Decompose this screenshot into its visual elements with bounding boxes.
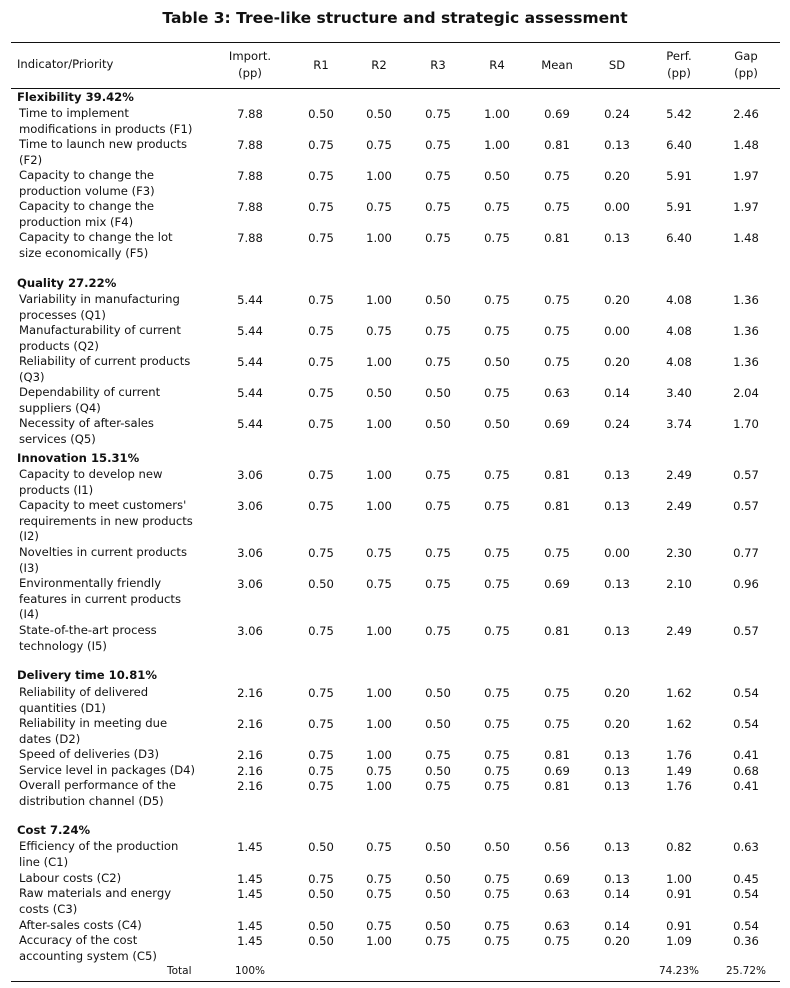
indicator-label: (F2) (19, 152, 43, 167)
value-cell-sd: 0.13 (604, 840, 630, 854)
value-cell-gap: 0.54 (733, 717, 759, 731)
indicator-label: production volume (F3) (19, 183, 155, 198)
indicator-label: (Q3) (19, 369, 45, 384)
value-cell-r3: 0.75 (425, 624, 451, 638)
value-cell-r4: 0.75 (484, 577, 510, 591)
value-cell-r1: 0.75 (308, 200, 334, 214)
value-cell-r2: 0.75 (366, 200, 392, 214)
value-cell-r1: 0.75 (308, 624, 334, 638)
value-cell-r3: 0.75 (425, 499, 451, 513)
value-cell-r3: 0.75 (425, 748, 451, 762)
value-cell-perf: 0.91 (666, 919, 692, 933)
indicator-label: Novelties in current products (19, 545, 188, 559)
header-import-line: (pp) (238, 66, 262, 80)
value-cell-mean: 0.56 (544, 840, 570, 854)
value-cell-gap: 1.97 (733, 200, 759, 214)
value-cell-import: 2.16 (237, 779, 263, 793)
value-cell-r4: 0.75 (484, 324, 510, 338)
value-cell-r3: 0.75 (425, 324, 451, 338)
header-mean-line: Mean (541, 58, 573, 72)
value-cell-import: 7.88 (237, 169, 263, 183)
value-cell-r1: 0.75 (308, 324, 334, 338)
value-cell-import: 5.44 (237, 386, 263, 400)
value-cell-perf: 3.40 (666, 386, 692, 400)
value-cell-r1: 0.75 (308, 717, 334, 731)
value-cell-mean: 0.75 (544, 686, 570, 700)
value-cell-perf: 2.49 (666, 624, 692, 638)
value-cell-sd: 0.14 (604, 386, 630, 400)
value-cell-mean: 0.75 (544, 293, 570, 307)
value-cell-mean: 0.81 (544, 231, 570, 245)
value-cell-r4: 0.75 (484, 764, 510, 778)
total-import: 100% (234, 965, 266, 977)
value-cell-perf: 2.49 (666, 468, 692, 482)
indicator-label: Accuracy of the cost (19, 933, 138, 947)
value-cell-r4: 0.50 (484, 355, 510, 369)
indicator-label: size economically (F5) (19, 245, 149, 260)
value-cell-mean: 0.81 (544, 779, 570, 793)
value-cell-sd: 0.13 (604, 748, 630, 762)
group-heading: Quality 27.22% (17, 276, 117, 290)
value-cell-import: 3.06 (237, 468, 263, 482)
value-cell-r1: 0.75 (308, 779, 334, 793)
header-import (210, 48, 290, 82)
value-cell-mean: 0.75 (544, 717, 570, 731)
header-r3-line: R3 (430, 58, 446, 72)
value-cell-sd: 0.20 (604, 169, 630, 183)
value-cell-sd: 0.14 (604, 887, 630, 901)
value-cell-gap: 1.48 (733, 138, 759, 152)
value-cell-r2: 1.00 (366, 686, 392, 700)
indicator-label: Capacity to change the (19, 168, 155, 182)
value-cell-gap: 0.36 (733, 934, 759, 948)
value-cell-mean: 0.63 (544, 386, 570, 400)
value-cell-gap: 1.48 (733, 231, 759, 245)
value-cell-perf: 1.09 (666, 934, 692, 948)
value-cell-perf: 5.42 (666, 107, 692, 121)
header-gap-line: Gap (734, 49, 758, 63)
value-cell-perf: 1.00 (666, 872, 692, 886)
indicator-label: Efficiency of the production (19, 839, 179, 853)
value-cell-sd: 0.00 (604, 324, 630, 338)
indicator-label: modifications in products (F1) (19, 121, 193, 136)
indicator-label: Time to launch new products (19, 137, 188, 151)
value-cell-r2: 0.50 (366, 107, 392, 121)
indicator-label: suppliers (Q4) (19, 400, 101, 415)
value-cell-r3: 0.75 (425, 355, 451, 369)
value-cell-r4: 0.50 (484, 417, 510, 431)
value-cell-r2: 1.00 (366, 355, 392, 369)
value-cell-mean: 0.75 (544, 934, 570, 948)
value-cell-r4: 0.75 (484, 779, 510, 793)
value-cell-perf: 4.08 (666, 355, 692, 369)
value-cell-r4: 0.75 (484, 872, 510, 886)
value-cell-gap: 0.54 (733, 919, 759, 933)
value-cell-r2: 1.00 (366, 231, 392, 245)
value-cell-r1: 0.75 (308, 231, 334, 245)
value-cell-r3: 0.75 (425, 934, 451, 948)
value-cell-r3: 0.50 (425, 840, 451, 854)
value-cell-gap: 1.36 (733, 293, 759, 307)
value-cell-r4: 0.75 (484, 386, 510, 400)
value-cell-r3: 0.50 (425, 686, 451, 700)
indicator-label: requirements in new products (19, 513, 193, 528)
indicator-label: State-of-the-art process (19, 623, 157, 637)
total-label: Total (167, 965, 192, 977)
indicator-label: dates (D2) (19, 731, 81, 746)
value-cell-r1: 0.75 (308, 355, 334, 369)
value-cell-import: 2.16 (237, 764, 263, 778)
value-cell-r1: 0.75 (308, 468, 334, 482)
value-cell-mean: 0.81 (544, 138, 570, 152)
total-perf: 74.23% (658, 965, 700, 977)
indicator-label: Dependability of current (19, 385, 161, 399)
value-cell-r2: 1.00 (366, 934, 392, 948)
value-cell-sd: 0.24 (604, 107, 630, 121)
value-cell-gap: 0.96 (733, 577, 759, 591)
value-cell-mean: 0.81 (544, 624, 570, 638)
value-cell-mean: 0.75 (544, 200, 570, 214)
value-cell-perf: 0.82 (666, 840, 692, 854)
value-cell-r2: 1.00 (366, 748, 392, 762)
value-cell-gap: 0.57 (733, 499, 759, 513)
indicator-label: costs (C3) (19, 901, 78, 916)
total-gap: 25.72% (725, 965, 767, 977)
value-cell-import: 3.06 (237, 577, 263, 591)
value-cell-r2: 0.75 (366, 919, 392, 933)
table-title: Table 3: Tree-like structure and strategic assessment (162, 9, 628, 27)
value-cell-r1: 0.75 (308, 686, 334, 700)
value-cell-r4: 0.75 (484, 887, 510, 901)
value-cell-mean: 0.63 (544, 887, 570, 901)
value-cell-r1: 0.50 (308, 887, 334, 901)
value-cell-import: 5.44 (237, 355, 263, 369)
value-cell-mean: 0.81 (544, 468, 570, 482)
value-cell-r1: 0.75 (308, 293, 334, 307)
group-heading: Flexibility 39.42% (17, 90, 134, 104)
value-cell-r4: 1.00 (484, 107, 510, 121)
value-cell-perf: 4.08 (666, 324, 692, 338)
indicator-label: Time to implement (19, 106, 129, 120)
header-perf-line: (pp) (667, 66, 691, 80)
indicator-label: products (Q2) (19, 338, 99, 353)
value-cell-r4: 0.75 (484, 717, 510, 731)
value-cell-gap: 2.04 (733, 386, 759, 400)
value-cell-r4: 0.50 (484, 840, 510, 854)
value-cell-r4: 0.75 (484, 499, 510, 513)
value-cell-r3: 0.50 (425, 764, 451, 778)
value-cell-r4: 0.75 (484, 231, 510, 245)
group-heading: Cost 7.24% (17, 823, 91, 837)
value-cell-r1: 0.75 (308, 499, 334, 513)
value-cell-import: 7.88 (237, 138, 263, 152)
indicator-label: technology (I5) (19, 638, 107, 653)
value-cell-sd: 0.24 (604, 417, 630, 431)
value-cell-import: 2.16 (237, 686, 263, 700)
value-cell-import: 5.44 (237, 417, 263, 431)
value-cell-import: 5.44 (237, 293, 263, 307)
value-cell-sd: 0.20 (604, 717, 630, 731)
value-cell-mean: 0.75 (544, 546, 570, 560)
indicator-label: After-sales costs (C4) (19, 918, 142, 932)
header-r4-line: R4 (489, 58, 505, 72)
indicator-label: Speed of deliveries (D3) (19, 747, 160, 761)
group-heading: Innovation 15.31% (17, 451, 140, 465)
value-cell-r2: 0.75 (366, 546, 392, 560)
value-cell-r3: 0.50 (425, 872, 451, 886)
value-cell-r3: 0.50 (425, 887, 451, 901)
value-cell-r3: 0.75 (425, 200, 451, 214)
value-cell-r2: 1.00 (366, 717, 392, 731)
value-cell-gap: 0.63 (733, 840, 759, 854)
value-cell-r2: 0.75 (366, 840, 392, 854)
value-cell-import: 1.45 (237, 934, 263, 948)
header-indicator: Indicator/Priority (17, 57, 114, 71)
value-cell-import: 1.45 (237, 919, 263, 933)
indicator-label: distribution channel (D5) (19, 793, 164, 808)
value-cell-gap: 0.57 (733, 624, 759, 638)
value-cell-perf: 2.10 (666, 577, 692, 591)
value-cell-sd: 0.20 (604, 293, 630, 307)
value-cell-r2: 1.00 (366, 293, 392, 307)
value-cell-sd: 0.13 (604, 138, 630, 152)
value-cell-gap: 0.41 (733, 779, 759, 793)
value-cell-r1: 0.75 (308, 764, 334, 778)
value-cell-r3: 0.75 (425, 231, 451, 245)
value-cell-sd: 0.00 (604, 200, 630, 214)
indicator-label: line (C1) (19, 854, 69, 869)
indicator-label: (I4) (19, 607, 39, 621)
indicator-label: Necessity of after-sales (19, 416, 154, 430)
header-r1-line: R1 (313, 58, 329, 72)
value-cell-mean: 0.69 (544, 764, 570, 778)
value-cell-sd: 0.13 (604, 468, 630, 482)
value-cell-r4: 0.75 (484, 546, 510, 560)
value-cell-r3: 0.75 (425, 779, 451, 793)
value-cell-perf: 2.49 (666, 499, 692, 513)
header-perf-line: Perf. (666, 49, 692, 63)
value-cell-r4: 0.75 (484, 293, 510, 307)
value-cell-r1: 0.50 (308, 919, 334, 933)
header-import-line: Import. (228, 49, 272, 63)
value-cell-r4: 1.00 (484, 138, 510, 152)
value-cell-mean: 0.75 (544, 169, 570, 183)
value-cell-sd: 0.13 (604, 499, 630, 513)
value-cell-gap: 1.36 (733, 324, 759, 338)
indicator-label: Reliability of delivered (19, 685, 149, 699)
value-cell-sd: 0.20 (604, 934, 630, 948)
value-cell-r4: 0.75 (484, 686, 510, 700)
value-cell-r3: 0.50 (425, 417, 451, 431)
value-cell-r1: 0.75 (308, 386, 334, 400)
value-cell-sd: 0.13 (604, 764, 630, 778)
value-cell-r3: 0.75 (425, 468, 451, 482)
value-cell-r2: 0.75 (366, 764, 392, 778)
indicator-label: quantities (D1) (19, 700, 106, 715)
value-cell-r2: 0.75 (366, 887, 392, 901)
value-cell-perf: 2.30 (666, 546, 692, 560)
indicator-label: processes (Q1) (19, 307, 106, 322)
value-cell-r1: 0.75 (308, 748, 334, 762)
value-cell-import: 5.44 (237, 324, 263, 338)
indicator-label: Capacity to change the lot (19, 230, 173, 244)
value-cell-perf: 6.40 (666, 138, 692, 152)
value-cell-perf: 1.62 (666, 686, 692, 700)
value-cell-sd: 0.20 (604, 686, 630, 700)
value-cell-r4: 0.75 (484, 200, 510, 214)
value-cell-r3: 0.50 (425, 293, 451, 307)
value-cell-r1: 0.50 (308, 577, 334, 591)
value-cell-import: 3.06 (237, 499, 263, 513)
value-cell-r4: 0.75 (484, 919, 510, 933)
value-cell-sd: 0.13 (604, 577, 630, 591)
value-cell-r1: 0.75 (308, 169, 334, 183)
value-cell-r3: 0.50 (425, 717, 451, 731)
value-cell-r4: 0.75 (484, 748, 510, 762)
value-cell-gap: 1.70 (733, 417, 759, 431)
value-cell-import: 3.06 (237, 546, 263, 560)
indicator-label: production mix (F4) (19, 214, 134, 229)
value-cell-perf: 3.74 (666, 417, 692, 431)
value-cell-r3: 0.75 (425, 577, 451, 591)
indicator-label: Reliability in meeting due (19, 716, 168, 730)
header-gap-line: (pp) (734, 66, 758, 80)
value-cell-import: 1.45 (237, 872, 263, 886)
indicator-label: (I3) (19, 560, 39, 575)
value-cell-r2: 1.00 (366, 624, 392, 638)
value-cell-import: 7.88 (237, 107, 263, 121)
value-cell-gap: 0.54 (733, 887, 759, 901)
group-heading: Delivery time 10.81% (17, 668, 157, 682)
value-cell-mean: 0.81 (544, 499, 570, 513)
value-cell-gap: 0.54 (733, 686, 759, 700)
value-cell-r4: 0.75 (484, 934, 510, 948)
value-cell-import: 1.45 (237, 887, 263, 901)
indicator-label: Capacity to change the (19, 199, 155, 213)
value-cell-r2: 1.00 (366, 468, 392, 482)
value-cell-perf: 1.76 (666, 748, 692, 762)
value-cell-import: 1.45 (237, 840, 263, 854)
value-cell-perf: 5.91 (666, 169, 692, 183)
indicator-label: accounting system (C5) (19, 948, 157, 963)
value-cell-mean: 0.69 (544, 107, 570, 121)
value-cell-mean: 0.69 (544, 872, 570, 886)
indicator-label: Service level in packages (D4) (19, 763, 196, 777)
value-cell-r3: 0.50 (425, 919, 451, 933)
value-cell-perf: 1.49 (666, 764, 692, 778)
value-cell-mean: 0.69 (544, 417, 570, 431)
value-cell-mean: 0.81 (544, 748, 570, 762)
indicator-label: Overall performance of the (19, 778, 176, 792)
value-cell-r2: 1.00 (366, 169, 392, 183)
value-cell-r4: 0.75 (484, 468, 510, 482)
indicator-label: Environmentally friendly (19, 576, 162, 590)
value-cell-r1: 0.75 (308, 872, 334, 886)
value-cell-r2: 1.00 (366, 417, 392, 431)
indicator-label: Variability in manufacturing (19, 292, 180, 306)
header-r2-line: R2 (371, 58, 387, 72)
indicator-label: Capacity to develop new (19, 467, 163, 481)
value-cell-r2: 0.75 (366, 138, 392, 152)
indicator-label: Manufacturability of current (19, 323, 181, 337)
value-cell-import: 2.16 (237, 748, 263, 762)
value-cell-r2: 0.75 (366, 872, 392, 886)
value-cell-gap: 0.41 (733, 748, 759, 762)
value-cell-sd: 0.13 (604, 872, 630, 886)
value-cell-r3: 0.75 (425, 169, 451, 183)
value-cell-gap: 1.97 (733, 169, 759, 183)
value-cell-r1: 0.50 (308, 840, 334, 854)
indicator-label: products (I1) (19, 482, 94, 497)
value-cell-gap: 0.77 (733, 546, 759, 560)
value-cell-mean: 0.69 (544, 577, 570, 591)
header-sd-line: SD (608, 58, 626, 72)
value-cell-gap: 0.45 (733, 872, 759, 886)
value-cell-gap: 0.68 (733, 764, 759, 778)
value-cell-r1: 0.75 (308, 138, 334, 152)
indicator-label: (I2) (19, 529, 39, 543)
value-cell-r3: 0.75 (425, 107, 451, 121)
value-cell-r3: 0.50 (425, 386, 451, 400)
value-cell-import: 2.16 (237, 717, 263, 731)
value-cell-r3: 0.75 (425, 546, 451, 560)
value-cell-mean: 0.75 (544, 355, 570, 369)
value-cell-sd: 0.20 (604, 355, 630, 369)
value-cell-r2: 0.75 (366, 324, 392, 338)
value-cell-sd: 0.13 (604, 624, 630, 638)
value-cell-perf: 0.91 (666, 887, 692, 901)
indicator-label: Raw materials and energy (19, 886, 172, 900)
indicator-label: Reliability of current products (19, 354, 191, 368)
value-cell-r1: 0.50 (308, 107, 334, 121)
value-cell-sd: 0.00 (604, 546, 630, 560)
indicator-label: features in current products (19, 591, 181, 606)
indicator-label: Capacity to meet customers' (19, 498, 187, 512)
value-cell-sd: 0.14 (604, 919, 630, 933)
value-cell-import: 7.88 (237, 200, 263, 214)
value-cell-gap: 0.57 (733, 468, 759, 482)
value-cell-mean: 0.63 (544, 919, 570, 933)
value-cell-r1: 0.75 (308, 417, 334, 431)
indicator-label: Labour costs (C2) (19, 871, 122, 885)
value-cell-r1: 0.75 (308, 546, 334, 560)
value-cell-r3: 0.75 (425, 138, 451, 152)
value-cell-perf: 5.91 (666, 200, 692, 214)
value-cell-perf: 1.62 (666, 717, 692, 731)
value-cell-import: 3.06 (237, 624, 263, 638)
value-cell-gap: 1.36 (733, 355, 759, 369)
value-cell-perf: 6.40 (666, 231, 692, 245)
value-cell-perf: 1.76 (666, 779, 692, 793)
indicator-label: services (Q5) (19, 431, 96, 446)
value-cell-r2: 0.50 (366, 386, 392, 400)
value-cell-import: 7.88 (237, 231, 263, 245)
value-cell-r1: 0.50 (308, 934, 334, 948)
value-cell-perf: 4.08 (666, 293, 692, 307)
value-cell-r4: 0.50 (484, 169, 510, 183)
value-cell-sd: 0.13 (604, 779, 630, 793)
value-cell-r2: 0.75 (366, 577, 392, 591)
value-cell-r2: 1.00 (366, 499, 392, 513)
value-cell-r2: 1.00 (366, 779, 392, 793)
value-cell-sd: 0.13 (604, 231, 630, 245)
value-cell-mean: 0.75 (544, 324, 570, 338)
header-gap (706, 48, 786, 82)
value-cell-gap: 2.46 (733, 107, 759, 121)
value-cell-r4: 0.75 (484, 624, 510, 638)
